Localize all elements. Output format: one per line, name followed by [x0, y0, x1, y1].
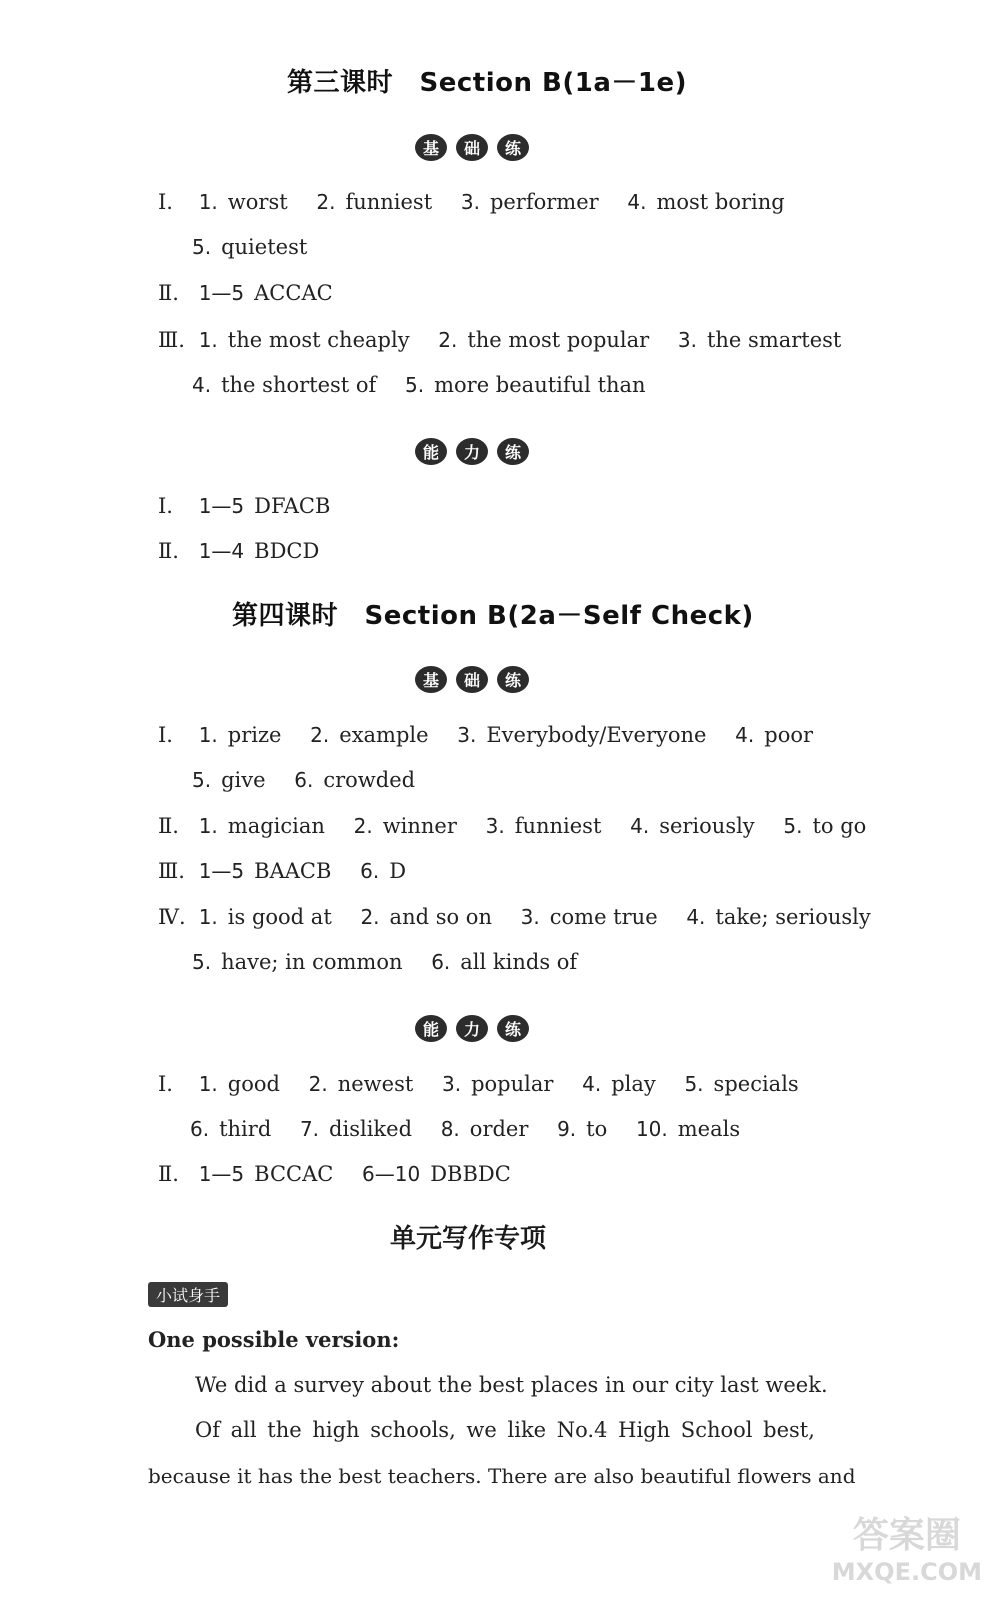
item-number: 1. [198, 1072, 218, 1096]
practice-tag: 小试身手 [148, 1282, 228, 1307]
answer-line [158, 723, 835, 747]
item-answer: take; seriously [715, 905, 871, 929]
item-number: 4. [735, 723, 755, 747]
essay-paragraph: Of all the high schools, we like No.4 High School best, [195, 1418, 815, 1442]
watermark-top: 答案圈 [852, 1515, 961, 1556]
item-answer: DBBDC [430, 1162, 511, 1186]
item-answer: funniest [514, 814, 602, 838]
item-number: 1—5 [198, 281, 245, 305]
essay-paragraph: We did a survey about the best places in our city last week. [195, 1373, 828, 1397]
item-answer: to [586, 1117, 608, 1141]
item-number: 7. [299, 1117, 320, 1141]
item-answer: the most popular [467, 328, 650, 352]
item-answer: BAACB [254, 859, 332, 883]
item-number: 5. [684, 1072, 704, 1096]
item-number: 4. [192, 373, 212, 397]
badge-char: 础 [456, 666, 488, 693]
roman-numeral: Ⅱ. [158, 814, 179, 838]
badge-char: 基 [415, 666, 447, 693]
item-number: 3. [677, 328, 697, 352]
item-answer: play [611, 1072, 656, 1096]
basic-practice-badge [415, 134, 529, 161]
roman-numeral: Ⅱ. [158, 1162, 179, 1186]
item-number: 4. [627, 190, 647, 214]
item-number: 6. [190, 1117, 210, 1141]
item-number: 10. [635, 1117, 668, 1141]
roman-numeral: Ⅰ. [158, 190, 173, 214]
item-number: 2. [310, 723, 330, 747]
item-answer: crowded [323, 768, 416, 792]
answer-line [192, 950, 599, 974]
item-answer: magician [227, 814, 325, 838]
item-number: 5. [783, 814, 803, 838]
badge-char: 能 [415, 438, 447, 465]
item-number: 4. [582, 1072, 602, 1096]
section-heading: 第四课时 Section B(2a－Self Check) [232, 601, 754, 631]
roman-numeral: Ⅱ. [158, 539, 179, 563]
section-heading: 第三课时 Section B(1a－1e) [287, 68, 687, 98]
ability-practice-badge [415, 1015, 529, 1042]
item-answer: the most cheaply [227, 328, 410, 352]
item-answer: have; in common [221, 950, 403, 974]
item-answer: popular [471, 1072, 554, 1096]
badge-char: 练 [497, 438, 529, 465]
item-answer: poor [764, 723, 814, 747]
essay-paragraph: because it has the best teachers. There are also beautiful flowers and [148, 1464, 856, 1488]
answer-line [192, 768, 437, 792]
roman-numeral: Ⅳ. [158, 905, 186, 929]
item-number: 1. [198, 814, 218, 838]
item-answer: the smartest [706, 328, 842, 352]
item-number: 2. [353, 814, 373, 838]
badge-char: 练 [497, 134, 529, 161]
answer-line [158, 328, 863, 352]
item-answer: give [221, 768, 266, 792]
answer-line [158, 494, 352, 518]
item-answer: winner [382, 814, 457, 838]
answer-line [158, 859, 428, 883]
item-answer: to go [812, 814, 867, 838]
item-number: 4. [630, 814, 650, 838]
item-number: 8. [440, 1117, 460, 1141]
essay-subtitle: One possible version: [148, 1327, 400, 1352]
answer-line [158, 905, 871, 929]
answer-line [158, 190, 807, 214]
answer-line [190, 1117, 762, 1141]
badge-char: 础 [456, 134, 488, 161]
item-answer: come true [549, 905, 658, 929]
item-number: 2. [316, 190, 336, 214]
item-number: 5. [192, 768, 212, 792]
item-answer: most boring [656, 190, 785, 214]
item-answer: worst [227, 190, 288, 214]
roman-numeral: Ⅰ. [158, 723, 173, 747]
answer-line [192, 235, 329, 259]
item-answer: funniest [345, 190, 433, 214]
answer-line [158, 1162, 533, 1186]
item-number: 1—4 [198, 539, 245, 563]
watermark-bottom: MXQE.COM [831, 1558, 982, 1586]
writing-title: 单元写作专项 [390, 1224, 547, 1254]
item-number: 2. [308, 1072, 328, 1096]
item-number: 1. [198, 905, 218, 929]
item-number: 1. [198, 723, 218, 747]
item-answer: BDCD [254, 539, 320, 563]
item-answer: prize [227, 723, 282, 747]
item-number: 3. [485, 814, 505, 838]
item-answer: specials [713, 1072, 799, 1096]
item-number: 6—10 [362, 1162, 421, 1186]
item-answer: disliked [329, 1117, 413, 1141]
roman-numeral: Ⅲ. [158, 859, 185, 883]
answer-line [158, 814, 866, 838]
answer-line [192, 373, 668, 397]
item-number: 6. [431, 950, 451, 974]
item-number: 2. [438, 328, 458, 352]
item-answer: meals [677, 1117, 741, 1141]
item-answer: and so on [389, 905, 492, 929]
item-number: 9. [557, 1117, 577, 1141]
answer-line [158, 539, 341, 563]
roman-numeral: Ⅰ. [158, 1072, 173, 1096]
badge-char: 基 [415, 134, 447, 161]
item-number: 1. [198, 328, 218, 352]
item-answer: order [469, 1117, 529, 1141]
item-answer: more beautiful than [434, 373, 646, 397]
answer-line [158, 281, 355, 305]
item-number: 5. [405, 373, 425, 397]
item-answer: D [389, 859, 407, 883]
badge-char: 练 [497, 666, 529, 693]
basic-practice-badge [415, 666, 529, 693]
item-number: 1. [198, 190, 218, 214]
item-answer: Everybody/Everyone [486, 723, 707, 747]
item-number: 1—5 [198, 494, 245, 518]
item-answer: all kinds of [460, 950, 578, 974]
roman-numeral: Ⅰ. [158, 494, 173, 518]
item-number: 3. [460, 190, 480, 214]
badge-char: 练 [497, 1015, 529, 1042]
item-answer: BCCAC [254, 1162, 334, 1186]
item-answer: newest [337, 1072, 414, 1096]
item-answer: example [339, 723, 429, 747]
item-number: 1—5 [198, 1162, 245, 1186]
badge-char: 力 [456, 438, 488, 465]
item-answer: third [219, 1117, 272, 1141]
item-number: 3. [457, 723, 477, 747]
item-answer: DFACB [254, 494, 331, 518]
item-number: 5. [192, 235, 212, 259]
badge-char: 能 [415, 1015, 447, 1042]
ability-practice-badge [415, 438, 529, 465]
item-number: 3. [442, 1072, 462, 1096]
item-answer: the shortest of [221, 373, 377, 397]
item-number: 2. [360, 905, 380, 929]
roman-numeral: Ⅲ. [158, 328, 185, 352]
item-number: 5. [192, 950, 212, 974]
item-number: 6. [294, 768, 314, 792]
answer-line [158, 1072, 821, 1096]
roman-numeral: Ⅱ. [158, 281, 179, 305]
item-answer: seriously [659, 814, 755, 838]
item-answer: ACCAC [254, 281, 333, 305]
item-answer: is good at [227, 905, 332, 929]
item-answer: good [227, 1072, 280, 1096]
item-number: 1—5 [198, 859, 245, 883]
badge-char: 力 [456, 1015, 488, 1042]
item-answer: performer [489, 190, 599, 214]
item-number: 3. [520, 905, 540, 929]
item-number: 6. [360, 859, 380, 883]
watermark-logo [832, 1507, 982, 1586]
item-answer: quietest [221, 235, 308, 259]
item-number: 4. [686, 905, 706, 929]
